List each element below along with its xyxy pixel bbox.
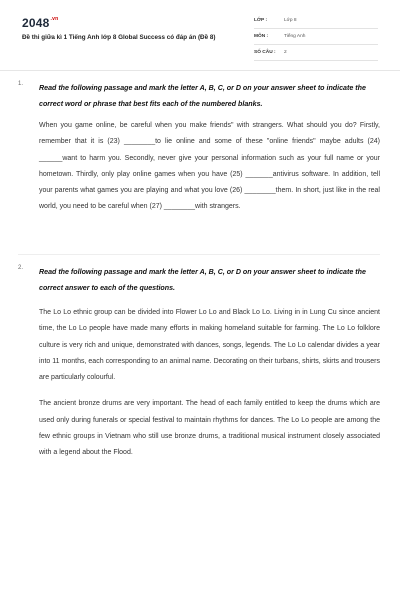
document-title: Đề thi giữa kì 1 Tiếng Anh lớp 8 Global Success có đáp án (Đề 8)	[22, 34, 216, 41]
question-divider	[18, 254, 380, 255]
meta-row-question-count	[254, 45, 378, 61]
question-instruction: Read the following passage and mark the letter A, B, C, or D on your answer sheet to indicate the correct answer to each of the questions.	[39, 268, 366, 292]
meta-row-subject	[254, 29, 378, 45]
page-header	[0, 0, 400, 66]
meta-value: Tiếng Anh	[284, 34, 306, 39]
exam-meta-table	[254, 13, 378, 61]
passage-paragraph: The ancient bronze drums are very important. The head of each family entitled to keep the drums which are used only during funerals or special festival to maintain rhythms for dances. The Lo Lo people are among the few ethnic groups in Vietnam who still use bronze drums, a traditional musical instrument closely associated with a legend about the Flood.	[39, 400, 380, 457]
passage-paragraph: When you game online, be careful when you make friends" with strangers. What should you do? Firstly, remember that it is (23) ________to lie online and some of these "online friends" maybe adults (24) ______want to harm you. Secondly, never give your personal information such as your full name or your hometown. Thirdly, only play online games when you have (25) _______antivirus software. In addition, tell your parents what games you are playing and what you love (26) ________them. In short, just like in the real world, you need to be careful when (27) ________with strangers.	[39, 122, 380, 211]
question-number: 2.	[18, 265, 24, 271]
site-logo[interactable]	[22, 16, 58, 30]
question-instruction: Read the following passage and mark the letter A, B, C, or D on your answer sheet to indicate the correct word or phrase that best fits each of the numbered blanks.	[39, 84, 366, 108]
meta-label: LỚP :	[254, 18, 268, 23]
passage-paragraph: The Lo Lo ethnic group can be divided into Flower Lo Lo and Black Lo Lo. Living in in Lung Cu since ancient time, the Lo Lo people have made many efforts in making homeland suitable for farming. The Lo Lo folklore culture is very rich and unique, demonstrated with dances, songs, legends. The Lo Lo calendar divides a year into 11 months, each corresponding to an animal name. Decorating on their turbans, shirts, skirts and trousers are particularly colourful.	[39, 309, 380, 382]
question-2	[18, 264, 380, 462]
meta-row-class	[254, 13, 378, 29]
meta-label: SỐ CÂU :	[254, 50, 276, 55]
meta-value: 2	[284, 50, 287, 55]
header-divider	[0, 70, 400, 71]
logo-text: 2048	[22, 16, 50, 30]
question-1	[18, 80, 380, 216]
logo-suffix: .vn	[50, 16, 59, 22]
question-number: 1.	[18, 81, 24, 87]
meta-label: MÔN :	[254, 34, 269, 39]
meta-value: Lớp 8	[284, 18, 297, 23]
